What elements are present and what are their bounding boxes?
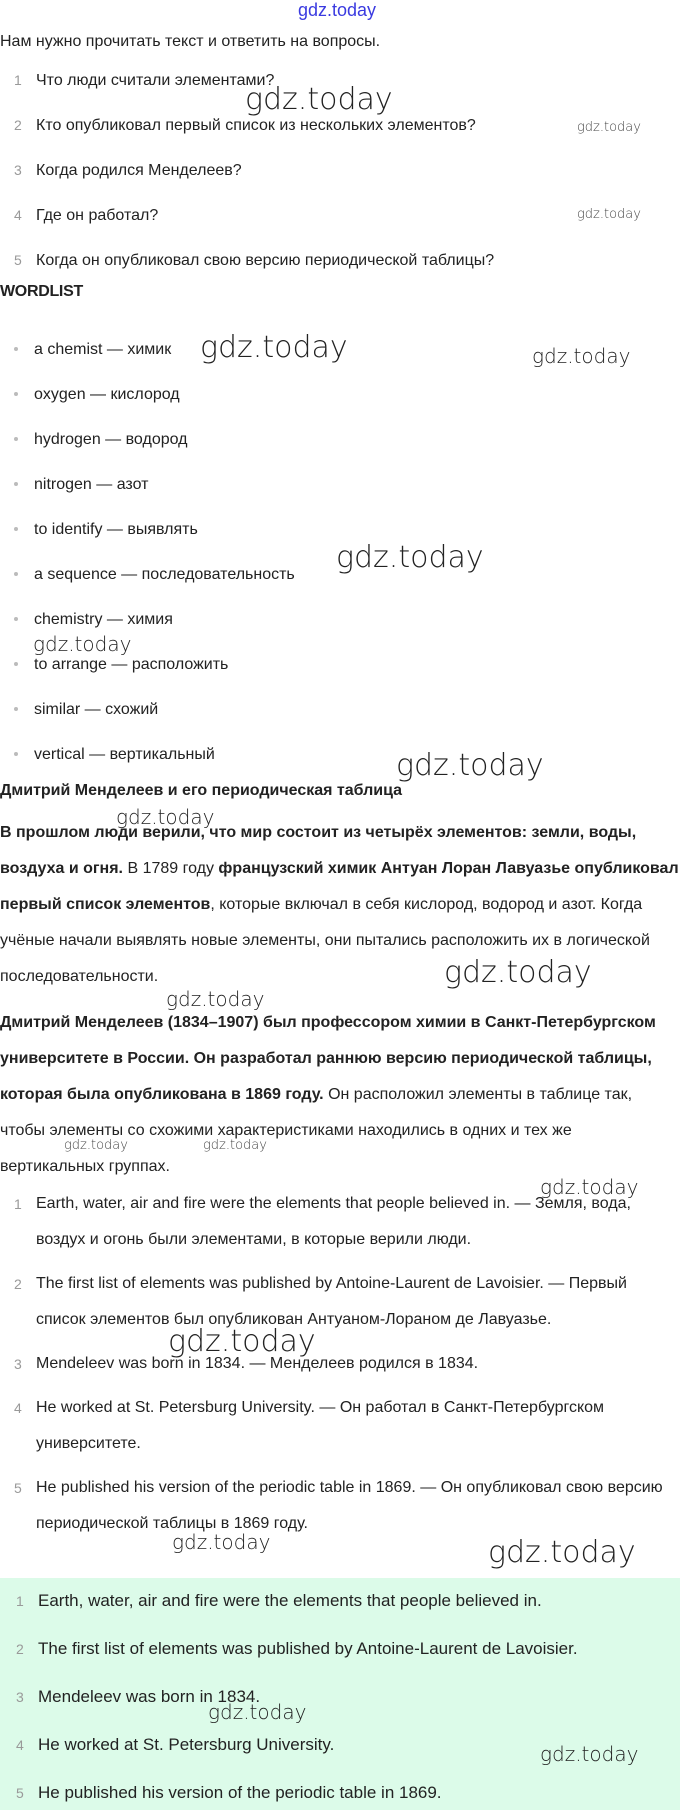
list-item: [14, 1266, 674, 1338]
list-item: [14, 687, 295, 732]
bold-text: В прошлом люди верили, что мир состоит из четырёх элементов: земли, воды, воздуха и огня.: [0, 824, 637, 877]
word-entry: similar — схожий: [34, 701, 159, 718]
bullet-icon: [14, 437, 18, 441]
list-item: [14, 238, 494, 283]
watermark: gdz.today: [33, 632, 132, 656]
watermark: gdz.today: [64, 1138, 128, 1153]
watermark: gdz.today: [245, 82, 393, 117]
item-number: 2: [14, 117, 22, 133]
answer-text: Earth, water, air and fire were the elements that people believed in. — Земля, вода, воздух и огонь были элементами, в которые верили люди.: [36, 1195, 631, 1248]
question-text: Кто опубликовал первый список из нескольких элементов?: [36, 117, 476, 134]
item-number: 4: [14, 207, 22, 223]
watermark: gdz.today: [203, 1138, 267, 1153]
bold-text: Дмитрий Менделеев (1834–1907) был профессором химии в Санкт-Петербургском университете в России. Он разработал раннюю версию периодической таблицы, которая была опубликована в 1869 году.: [0, 1014, 656, 1103]
answer-text: Mendeleev was born in 1834.: [38, 1687, 261, 1706]
final-answers-list: [16, 1578, 578, 1818]
word-entry: oxygen — кислород: [34, 386, 180, 403]
item-number: 3: [14, 1356, 22, 1372]
word-entry: a sequence — последовательность: [34, 566, 295, 583]
intro-text: Нам нужно прочитать текст и ответить на вопросы.: [0, 33, 381, 50]
watermark: gdz.today: [336, 540, 484, 575]
final-answers-box: [0, 1578, 680, 1810]
text: Он расположил элементы в таблице так, чтобы элементы со схожими характеристиками находились в одних и тех же вертикальных группах.: [0, 1086, 633, 1175]
word-entry: a chemist — химик: [34, 341, 172, 358]
watermark: gdz.today: [396, 748, 544, 783]
watermark: gdz.today: [208, 1700, 307, 1724]
watermark: gdz.today: [540, 1175, 639, 1199]
list-item: [14, 507, 295, 552]
watermark: gdz.today: [540, 1742, 639, 1766]
text: , которые включал в себя кислород, водород и азот. Когда учёные начали выявлять новые элементы, они пытались расположить их в логической последовательности.: [0, 896, 650, 985]
word-entry: chemistry — химия: [34, 611, 173, 628]
list-item: [16, 1626, 578, 1674]
item-number: 5: [14, 1480, 22, 1496]
item-number: 2: [14, 1276, 22, 1292]
bullet-icon: [14, 572, 18, 576]
answer-text: Mendeleev was born in 1834. — Менделеев родился в 1834.: [36, 1355, 479, 1372]
answer-text: He published his version of the periodic table in 1869.: [38, 1783, 442, 1802]
question-text: Где он работал?: [36, 207, 159, 224]
text: В 1789 году: [123, 860, 219, 877]
article-title: Дмитрий Менделеев и его периодическая таблица: [0, 782, 403, 799]
bullet-icon: [14, 527, 18, 531]
watermark: gdz.today: [532, 344, 631, 368]
item-number: 1: [14, 72, 22, 88]
word-entry: to identify — выявлять: [34, 521, 198, 538]
item-number: 1: [16, 1593, 24, 1609]
list-item: [14, 1346, 674, 1382]
answer-text: The first list of elements was published by Antoine-Laurent de Lavoisier.: [38, 1639, 578, 1658]
list-item: [14, 552, 295, 597]
item-number: 2: [16, 1641, 24, 1657]
answer-text: He worked at St. Petersburg University. — Он работал в Санкт-Петербургском университете.: [36, 1399, 605, 1452]
bullet-icon: [14, 482, 18, 486]
bullet-icon: [14, 617, 18, 621]
list-item: [16, 1770, 578, 1818]
item-number: 4: [16, 1737, 24, 1753]
item-number: 5: [16, 1785, 24, 1801]
item-number: 3: [14, 162, 22, 178]
question-text: Когда он опубликовал свою версию периодической таблицы?: [36, 252, 495, 269]
watermark: gdz.today: [200, 330, 348, 365]
list-item: [14, 732, 295, 777]
bullet-icon: [14, 707, 18, 711]
question-text: Когда родился Менделеев?: [36, 162, 242, 179]
item-number: 3: [16, 1689, 24, 1705]
word-entry: to arrange — расположить: [34, 656, 229, 673]
list-item: [14, 417, 295, 462]
list-item: [14, 148, 494, 193]
list-item: [14, 372, 295, 417]
list-item: [16, 1578, 578, 1626]
item-number: 5: [14, 252, 22, 268]
wordlist-title: WORDLIST: [0, 283, 83, 300]
bullet-icon: [14, 752, 18, 756]
watermark: gdz.today: [172, 1530, 271, 1554]
wordlist: [14, 327, 295, 777]
watermark: gdz.today: [444, 955, 592, 990]
item-number: 1: [14, 1196, 22, 1212]
bullet-icon: [14, 347, 18, 351]
word-entry: hydrogen — водород: [34, 431, 188, 448]
answer-text: Earth, water, air and fire were the elements that people believed in.: [38, 1591, 542, 1610]
bullet-icon: [14, 392, 18, 396]
watermark: gdz.today: [116, 805, 215, 829]
question-text: Что люди считали элементами?: [36, 72, 275, 89]
watermark: gdz.today: [488, 1535, 636, 1570]
watermark: gdz.today: [577, 120, 641, 135]
item-number: 4: [14, 1400, 22, 1416]
watermark: gdz.today: [168, 1324, 316, 1359]
word-entry: nitrogen — азот: [34, 476, 149, 493]
article-paragraph-2: [0, 1005, 680, 1185]
watermark: gdz.today: [166, 987, 265, 1011]
answer-text: He published his version of the periodic table in 1869. — Он опубликовал свою версию периодической таблицы в 1869 году.: [36, 1479, 663, 1532]
list-item: [16, 1722, 578, 1770]
answer-text: The first list of elements was published by Antoine-Laurent de Lavoisier. — Первый список элементов был опубликован Антуаном-Лораном де Лавуазье.: [36, 1275, 627, 1328]
list-item: [14, 193, 494, 238]
bullet-icon: [14, 662, 18, 666]
watermark-top: gdz.today: [298, 0, 377, 20]
list-item: [14, 462, 295, 507]
answer-text: He worked at St. Petersburg University.: [38, 1735, 335, 1754]
list-item: [14, 1390, 674, 1462]
watermark: gdz.today: [577, 207, 641, 222]
bold-text: французский химик Антуан Лоран Лавуазье опубликовал первый список элементов: [0, 860, 679, 913]
answers-list: [14, 1186, 674, 1550]
word-entry: vertical — вертикальный: [34, 746, 215, 763]
list-item: [14, 1470, 674, 1542]
